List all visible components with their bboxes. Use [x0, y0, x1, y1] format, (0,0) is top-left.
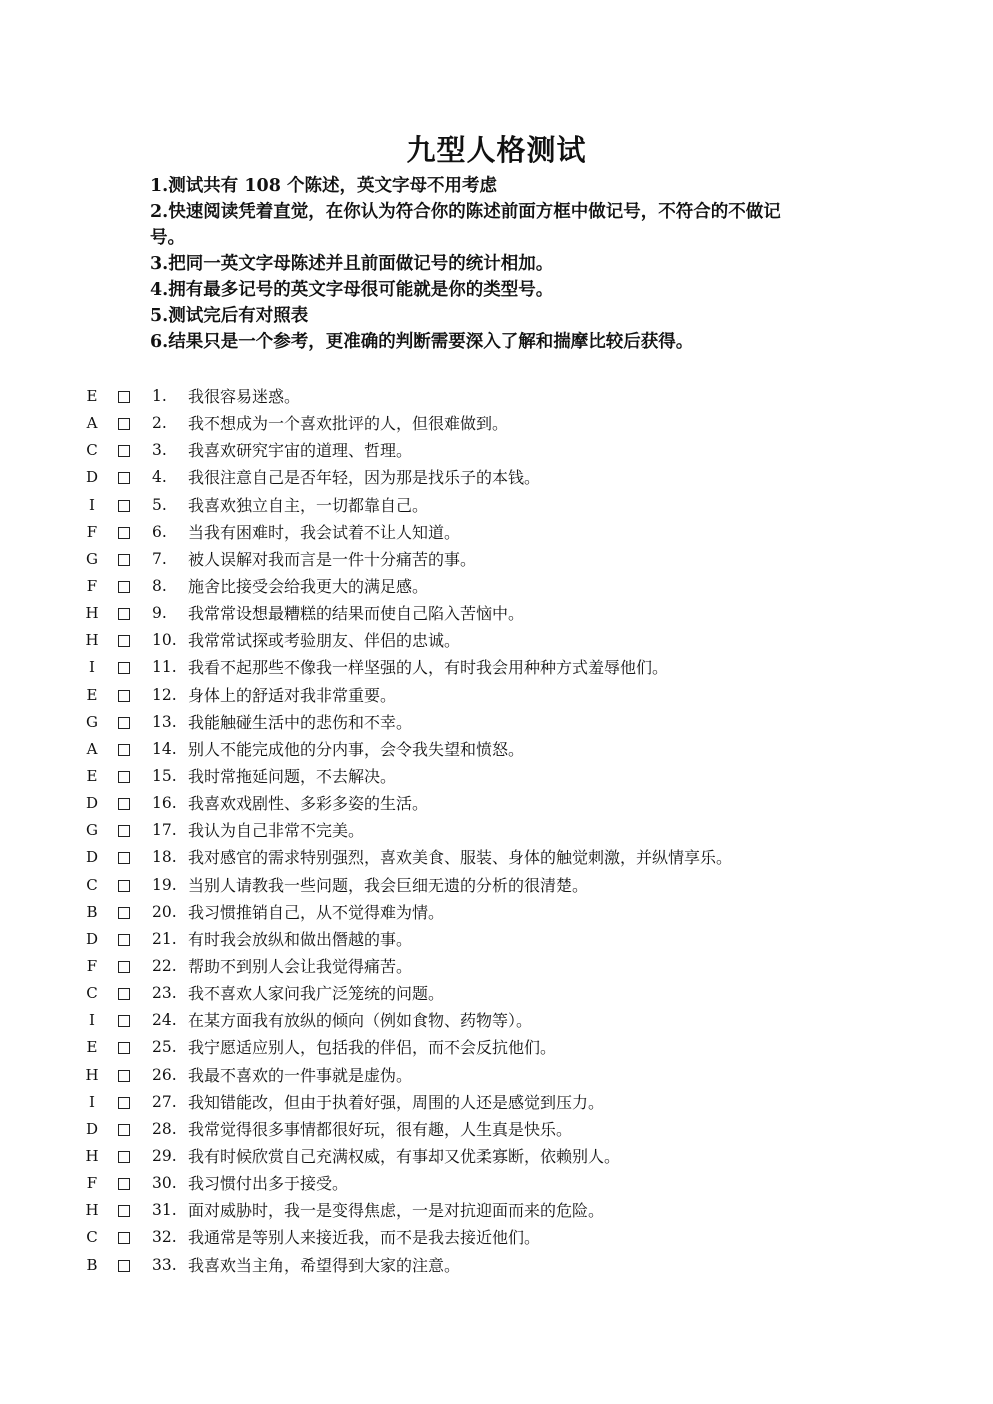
answer-checkbox[interactable] [118, 825, 130, 837]
question-row [0, 980, 993, 1007]
type-letter: H [85, 631, 99, 650]
type-letter: D [85, 848, 99, 867]
answer-checkbox[interactable] [118, 880, 130, 892]
question-text: 当我有困难时，我会试着不让人知道。 [188, 522, 461, 542]
question-row [0, 600, 993, 627]
answer-checkbox[interactable] [118, 961, 130, 973]
type-letter: C [86, 984, 98, 1003]
question-row [0, 709, 993, 736]
instruction-line: 3.把同一英文字母陈述并且前面做记号的统计相加。 [150, 254, 554, 274]
question-number: 17. [152, 821, 177, 840]
question-number: 13. [152, 712, 177, 731]
question-number: 26. [152, 1065, 177, 1084]
type-letter: H [85, 1065, 99, 1084]
question-text: 我认为自己非常不完美。 [188, 821, 365, 841]
question-row [0, 654, 993, 681]
answer-checkbox[interactable] [118, 1070, 130, 1082]
instructions [150, 173, 880, 355]
question-row [0, 492, 993, 519]
answer-checkbox[interactable] [118, 690, 130, 702]
question-text: 我喜欢研究宇宙的道理、哲理。 [188, 441, 413, 461]
instruction-line: 5.测试完后有对照表 [150, 306, 309, 326]
answer-checkbox[interactable] [118, 581, 130, 593]
question-text: 我不想成为一个喜欢批评的人，但很难做到。 [188, 414, 509, 434]
question-row [0, 1143, 993, 1170]
type-letter: B [86, 902, 98, 921]
type-letter: H [85, 1146, 99, 1165]
question-number: 30. [152, 1174, 177, 1193]
question-text: 施舍比接受会给我更大的满足感。 [188, 576, 429, 596]
instruction-line: 1.测试共有 108 个陈述，英文字母不用考虑 [150, 176, 497, 196]
question-number: 28. [152, 1119, 177, 1138]
question-row [0, 1170, 993, 1197]
type-letter: A [86, 414, 98, 433]
question-number: 23. [152, 984, 177, 1003]
type-letter: C [86, 441, 98, 460]
question-row [0, 1197, 993, 1224]
question-number: 21. [152, 929, 177, 948]
question-number: 19. [152, 875, 177, 894]
type-letter: I [89, 1092, 95, 1111]
answer-checkbox[interactable] [118, 771, 130, 783]
question-row [0, 844, 993, 871]
question-number: 12. [152, 685, 177, 704]
question-row [0, 627, 993, 654]
question-row [0, 573, 993, 600]
type-letter: G [86, 712, 98, 731]
type-letter: E [86, 685, 98, 704]
answer-checkbox[interactable] [118, 391, 130, 403]
type-letter: D [85, 468, 99, 487]
type-letter: G [86, 821, 98, 840]
question-row [0, 546, 993, 573]
answer-checkbox[interactable] [118, 717, 130, 729]
answer-checkbox[interactable] [118, 744, 130, 756]
question-number: 2. [152, 414, 167, 433]
question-row [0, 1116, 993, 1143]
question-text: 我能触碰生活中的悲伤和不幸。 [188, 712, 413, 732]
answer-checkbox[interactable] [118, 662, 130, 674]
type-letter: E [86, 1038, 98, 1057]
question-text: 我常觉得很多事情都很好玩，很有趣，人生真是快乐。 [188, 1119, 573, 1139]
question-row [0, 1089, 993, 1116]
type-letter: B [86, 1255, 98, 1274]
question-text: 面对威胁时，我一是变得焦虑，一是对抗迎面而来的危险。 [188, 1201, 605, 1221]
type-letter: H [85, 604, 99, 623]
type-letter: I [89, 1011, 95, 1030]
question-number: 33. [152, 1255, 177, 1274]
answer-checkbox[interactable] [118, 418, 130, 430]
type-letter: E [86, 766, 98, 785]
answer-checkbox[interactable] [118, 1151, 130, 1163]
answer-checkbox[interactable] [118, 1232, 130, 1244]
type-letter: G [86, 549, 98, 568]
answer-checkbox[interactable] [118, 1178, 130, 1190]
question-row [0, 464, 993, 491]
question-row [0, 736, 993, 763]
type-letter: F [86, 576, 98, 595]
question-number: 8. [152, 576, 167, 595]
type-letter: D [85, 1119, 99, 1138]
question-number: 22. [152, 956, 177, 975]
type-letter: H [85, 1201, 99, 1220]
question-number: 25. [152, 1038, 177, 1057]
answer-checkbox[interactable] [118, 608, 130, 620]
question-number: 29. [152, 1146, 177, 1165]
question-row [0, 926, 993, 953]
question-row [0, 899, 993, 926]
answer-checkbox[interactable] [118, 1205, 130, 1217]
question-text: 我习惯付出多于接受。 [188, 1174, 349, 1194]
question-text: 帮助不到别人会让我觉得痛苦。 [188, 956, 413, 976]
question-row [0, 682, 993, 709]
question-text: 身体上的舒适对我非常重要。 [188, 685, 397, 705]
type-letter: C [86, 875, 98, 894]
question-number: 24. [152, 1011, 177, 1030]
question-row [0, 1224, 993, 1251]
question-text: 有时我会放纵和做出僭越的事。 [188, 929, 413, 949]
question-number: 11. [152, 658, 177, 677]
question-text: 别人不能完成他的分内事，会令我失望和愤怒。 [188, 739, 525, 759]
type-letter: E [86, 387, 98, 405]
question-text: 当别人请教我一些问题，我会巨细无遗的分析的很清楚。 [188, 875, 589, 895]
answer-checkbox[interactable] [118, 907, 130, 919]
question-row [0, 410, 993, 437]
type-letter: I [89, 658, 95, 677]
question-row [0, 872, 993, 899]
question-text: 我通常是等别人来接近我，而不是我去接近他们。 [188, 1228, 541, 1248]
type-letter: F [86, 1174, 98, 1193]
answer-checkbox[interactable] [118, 852, 130, 864]
question-number: 15. [152, 766, 177, 785]
question-text: 我知错能改，但由于执着好强，周围的人还是感觉到压力。 [188, 1092, 605, 1112]
answer-checkbox[interactable] [118, 445, 130, 457]
question-number: 5. [152, 495, 167, 514]
question-number: 20. [152, 902, 177, 921]
question-text: 我宁愿适应别人，包括我的伴侣，而不会反抗他们。 [188, 1038, 557, 1058]
answer-checkbox[interactable] [118, 1124, 130, 1136]
question-row [0, 383, 993, 410]
question-text: 我喜欢戏剧性、多彩多姿的生活。 [188, 794, 429, 814]
question-text: 我不喜欢人家问我广泛笼统的问题。 [188, 984, 445, 1004]
type-letter: D [85, 794, 99, 813]
question-number: 6. [152, 522, 167, 541]
instruction-line: 4.拥有最多记号的英文字母很可能就是你的类型号。 [150, 280, 554, 300]
instruction-line: 2.快速阅读凭着直觉，在你认为符合你的陈述前面方框中做记号，不符合的不做记 [150, 202, 781, 222]
question-text: 我常常设想最糟糕的结果而使自己陷入苦恼中。 [188, 604, 525, 624]
question-number: 14. [152, 739, 177, 758]
type-letter: F [86, 956, 98, 975]
instruction-line: 号。 [150, 228, 185, 248]
answer-checkbox[interactable] [118, 798, 130, 810]
question-row [0, 1062, 993, 1089]
question-number: 10. [152, 631, 177, 650]
type-letter: C [86, 1228, 98, 1247]
question-number: 32. [152, 1228, 177, 1247]
question-number: 3. [152, 441, 167, 460]
type-letter: F [86, 522, 98, 541]
question-row [0, 763, 993, 790]
question-list [0, 383, 993, 1279]
answer-checkbox[interactable] [118, 988, 130, 1000]
question-text: 我习惯推销自己，从不觉得难为情。 [188, 902, 445, 922]
question-number: 4. [152, 468, 167, 487]
question-text: 我常常试探或考验朋友、伴侣的忠诚。 [188, 631, 461, 651]
question-text: 我很注意自己是否年轻，因为那是找乐子的本钱。 [188, 468, 541, 488]
question-row [0, 1034, 993, 1061]
question-row [0, 519, 993, 546]
question-text: 我对感官的需求特别强烈，喜欢美食、服装、身体的触觉刺激，并纵情享乐。 [188, 848, 733, 868]
question-text: 我有时候欣赏自己充满权威，有事却又优柔寡断，依赖别人。 [188, 1146, 621, 1166]
question-row [0, 437, 993, 464]
answer-checkbox[interactable] [118, 1097, 130, 1109]
answer-checkbox[interactable] [118, 1042, 130, 1054]
question-number: 31. [152, 1201, 177, 1220]
question-number: 7. [152, 549, 167, 568]
question-text: 我最不喜欢的一件事就是虚伪。 [188, 1065, 413, 1085]
question-number: 18. [152, 848, 177, 867]
question-text: 我看不起那些不像我一样坚强的人，有时我会用种种方式羞辱他们。 [188, 658, 669, 678]
question-text: 在某方面我有放纵的倾向（例如食物、药物等）。 [188, 1011, 533, 1031]
answer-checkbox[interactable] [118, 934, 130, 946]
answer-checkbox[interactable] [118, 527, 130, 539]
question-row [0, 817, 993, 844]
question-row [0, 1007, 993, 1034]
answer-checkbox[interactable] [118, 472, 130, 484]
type-letter: A [86, 739, 98, 758]
page-title: 九型人格测试 [406, 133, 587, 167]
instruction-line: 6.结果只是一个参考，更准确的判断需要深入了解和揣摩比较后获得。 [150, 332, 694, 352]
question-number: 16. [152, 794, 177, 813]
question-number: 9. [152, 604, 167, 623]
question-number: 27. [152, 1092, 177, 1111]
question-row [0, 790, 993, 817]
type-letter: D [85, 929, 99, 948]
answer-checkbox[interactable] [118, 554, 130, 566]
answer-checkbox[interactable] [118, 1260, 130, 1272]
question-text: 我很容易迷惑。 [188, 387, 301, 406]
type-letter: I [89, 495, 95, 514]
answer-checkbox[interactable] [118, 1015, 130, 1027]
question-text: 我喜欢当主角，希望得到大家的注意。 [188, 1255, 461, 1275]
question-number: 1. [152, 387, 167, 405]
question-text: 我时常拖延问题，不去解决。 [188, 766, 397, 786]
question-row [0, 1252, 993, 1279]
question-text: 被人误解对我而言是一件十分痛苦的事。 [188, 549, 477, 569]
question-text: 我喜欢独立自主，一切都靠自己。 [188, 495, 429, 515]
question-row [0, 953, 993, 980]
answer-checkbox[interactable] [118, 500, 130, 512]
answer-checkbox[interactable] [118, 635, 130, 647]
